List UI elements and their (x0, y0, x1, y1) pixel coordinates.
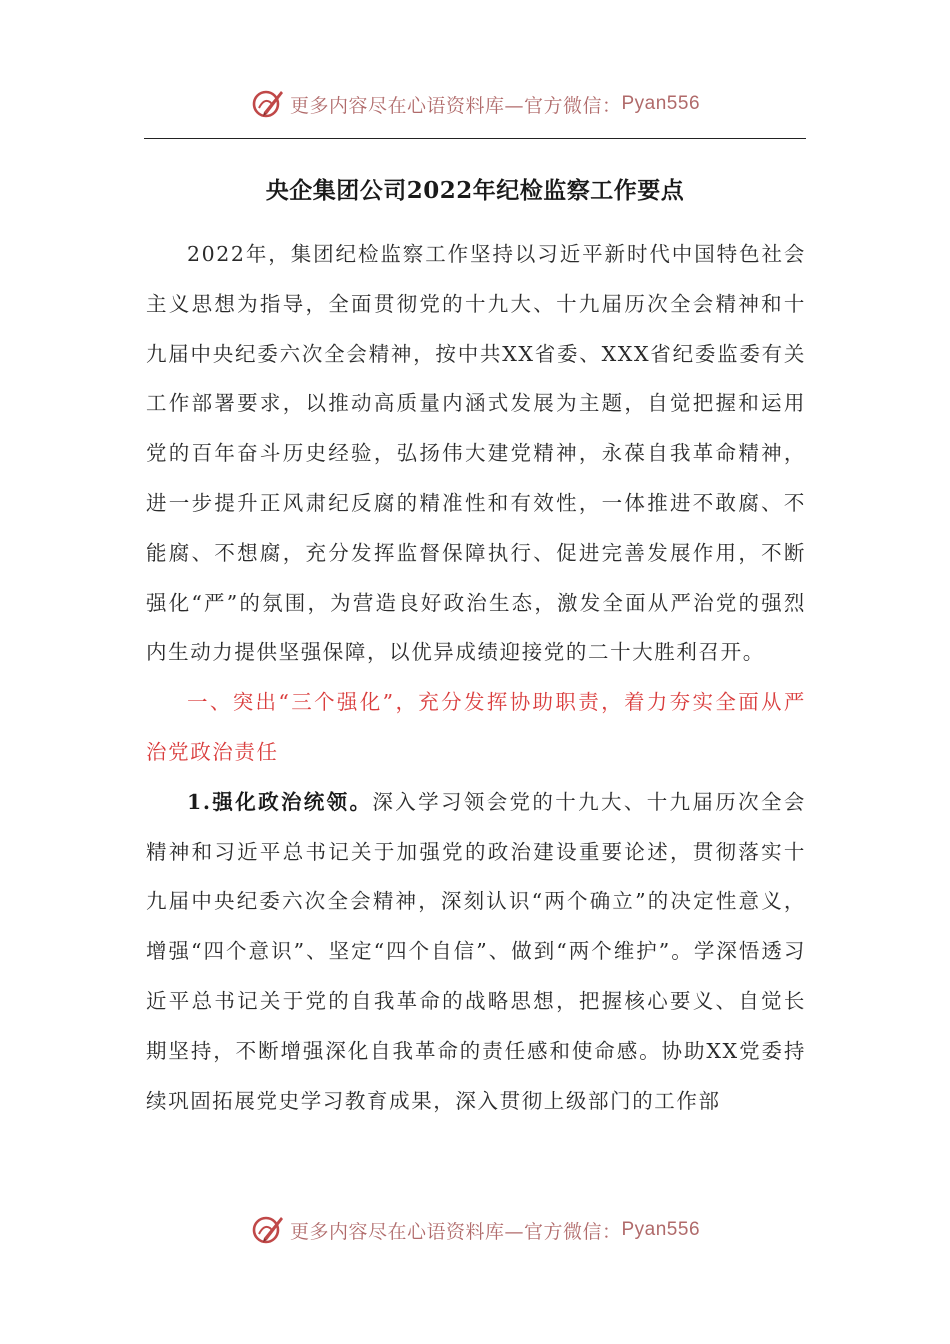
item-1-text: 深入学习领会党的十九大、十九届历次全会精神和习近平总书记关于加强党的政治建设重要论述，贯彻落实十九届中央纪委六次全会精神，深刻认识“两个确立”的决定性意义，增强“四个意识”、坚定“四个自信”、做到“两个维护”。学深悟透习近平总书记关于党的自我革命的战略思想，把握核心要义、自觉长期坚持，不断增强深化自我革命的责任感和使命感。协助XX党委持续巩固拓展党史学习教育成果，深入贯彻上级部门的工作部 (146, 789, 806, 1113)
watermark-text: 更多内容尽在心语资料库—官方微信： (289, 1220, 622, 1243)
item-1-lead: 1.强化政治统领。 (187, 789, 373, 814)
pen-logo-icon (250, 86, 286, 122)
watermark-wechat-id: Pyan556 (621, 93, 701, 114)
document-title: 央企集团公司2022年纪检监察工作要点 (265, 177, 685, 204)
document-body (146, 230, 806, 1126)
item-1-paragraph (146, 778, 806, 1127)
footer-watermark (0, 1210, 950, 1250)
header-divider (144, 138, 806, 139)
watermark-wechat-id: Pyan556 (621, 1219, 701, 1240)
pen-logo-icon (250, 1212, 286, 1248)
header-watermark (0, 84, 950, 124)
intro-paragraph: 2022年，集团纪检监察工作坚持以习近平新时代中国特色社会主义思想为指导，全面贯彻党的十九大、十九届历次全会精神和十九届中央纪委六次全会精神，按中共XX省委、XXX省纪委监委有关工作部署要求，以推动高质量内涵式发展为主题，自觉把握和运用党的百年奋斗历史经验，弘扬伟大建党精神，永葆自我革命精神，进一步提升正风肃纪反腐的精准性和有效性，一体推进不敢腐、不能腐、不想腐，充分发挥监督保障执行、促进完善发展作用，不断强化“严”的氛围，为营造良好政治生态，激发全面从严治党的强烈内生动力提供坚强保障，以优异成绩迎接党的二十大胜利召开。 (146, 242, 806, 665)
section-heading-1: 一、突出“三个强化”，充分发挥协助职责，着力夯实全面从严治党政治责任 (146, 690, 806, 764)
watermark-text: 更多内容尽在心语资料库—官方微信： (289, 94, 622, 117)
